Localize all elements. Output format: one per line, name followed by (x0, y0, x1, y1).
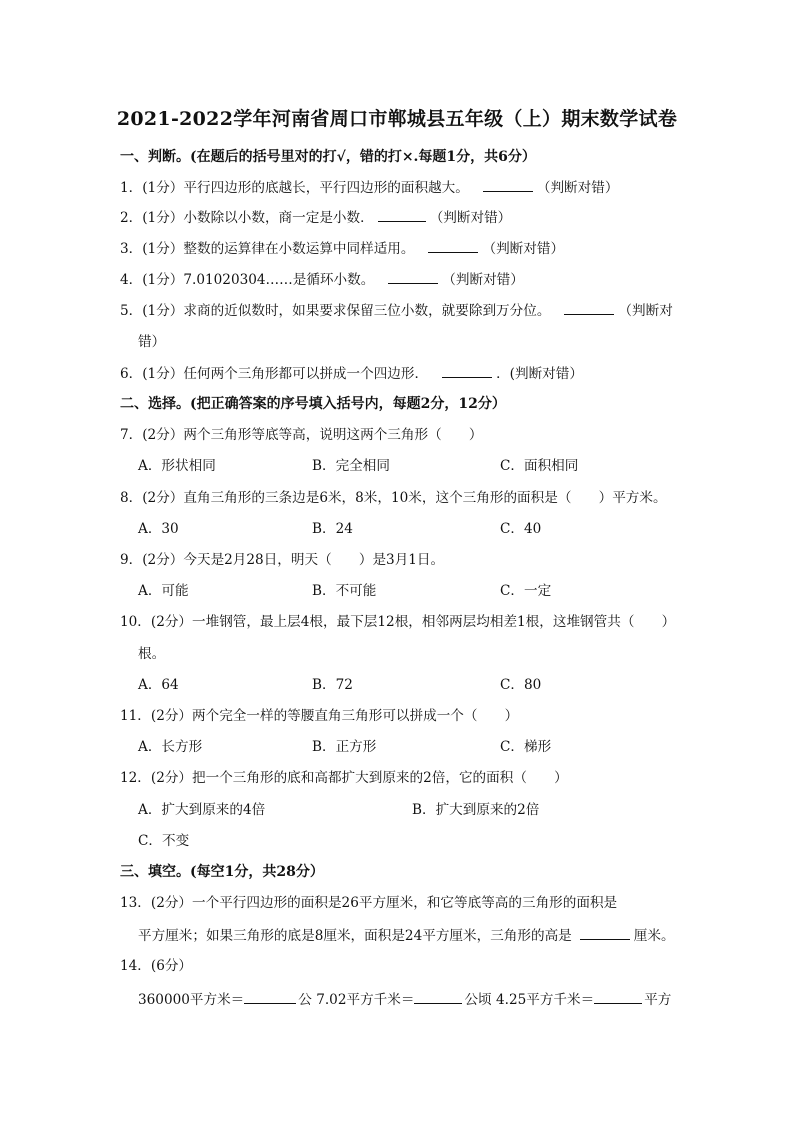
option-c[interactable]: C．80 (500, 677, 542, 693)
question-10: 10．(2分）一堆钢管，最上层4根，最下层12根，相邻两层均相差1根，这堆钢管共（ ） (120, 614, 676, 630)
question-13-continuation (138, 926, 675, 945)
answer-blank[interactable] (244, 990, 296, 1004)
option-a[interactable]: A．30 (138, 521, 179, 537)
answer-blank[interactable] (580, 926, 630, 940)
question-8: 8．(2分）直角三角形的三条边是6米，8米，10米，这个三角形的面积是（ ）平方米。 (120, 490, 667, 506)
question-10-continuation: 根。 (138, 646, 166, 662)
option-c[interactable]: C．面积相同 (500, 458, 579, 474)
question-13 (120, 894, 617, 912)
question-text: 2．(1分）小数除以小数，商一定是小数． (120, 210, 374, 226)
option-b[interactable]: B．不可能 (312, 583, 377, 599)
option-c[interactable]: C．一定 (500, 583, 552, 599)
option-a[interactable]: A．64 (138, 677, 179, 693)
question-text: 5．(1分）求商的近似数时，如果要求保留三位小数，就要除到万分位。 (120, 303, 551, 319)
question-suffix: （判断对错） (442, 272, 524, 288)
question-7: 7．(2分）两个三角形等底等高，说明这两个三角形（ ） (120, 427, 483, 443)
conversion-unit: 平方 (644, 992, 672, 1008)
question-suffix: （判断对错） (482, 241, 565, 257)
question-suffix: （判断对错） (536, 180, 619, 196)
answer-blank[interactable] (483, 178, 533, 192)
question-3 (120, 239, 564, 258)
question-5 (120, 301, 673, 320)
option-c[interactable]: C．梯形 (500, 739, 552, 755)
option-a[interactable]: A．长方形 (138, 739, 203, 755)
answer-blank[interactable] (388, 270, 438, 284)
question-suffix: （判断对 (618, 303, 673, 319)
section-heading-fill-in: 三、填空。(每空1分，共28分） (120, 864, 324, 880)
conversion-text: 7.02平方千米＝ (316, 992, 415, 1008)
question-suffix: 厘米。 (633, 928, 675, 944)
question-6 (120, 364, 583, 383)
question-suffix: ．(判断对错） (496, 366, 583, 382)
question-text: 6．(1分）任何两个三角形都可以拼成一个四边形． (120, 366, 429, 382)
option-a[interactable]: A．可能 (138, 583, 189, 599)
option-b[interactable]: B．72 (312, 677, 353, 693)
question-5-continuation: 错） (138, 334, 166, 350)
conversion-text: 4.25平方千米＝ (495, 992, 595, 1008)
section-heading-choice: 二、选择。(把正确答案的序号填入括号内，每题2分，12分） (120, 396, 506, 412)
option-a[interactable]: A．形状相同 (138, 458, 216, 474)
question-2 (120, 208, 511, 227)
question-4 (120, 270, 524, 289)
conversion-unit: 公 (298, 992, 312, 1008)
question-text: 3．(1分）整数的运算律在小数运算中同样适用。 (120, 241, 415, 257)
option-b[interactable]: B．扩大到原来的2倍 (412, 802, 540, 818)
question-11: 11．(2分）两个完全一样的等腰直角三角形可以拼成一个（ ） (120, 708, 519, 724)
option-c[interactable]: C．不变 (138, 833, 190, 849)
question-text: 4．(1分）7.01020304……是循环小数。 (120, 272, 375, 288)
option-c[interactable]: C．40 (500, 521, 542, 537)
section-heading-judgment: 一、判断。(在题后的括号里对的打√，错的打×.每题1分，共6分） (120, 149, 536, 165)
answer-blank[interactable] (414, 990, 462, 1004)
question-14: 14．(6分） (120, 958, 193, 974)
answer-blank[interactable] (594, 990, 642, 1004)
question-14-conversions (138, 990, 671, 1009)
option-b[interactable]: B．正方形 (312, 739, 377, 755)
question-text: 平方厘米；如果三角形的底是8厘米，面积是24平方厘米，三角形的高是 (138, 928, 572, 944)
question-1 (120, 178, 618, 197)
question-12: 12．(2分）把一个三角形的底和高都扩大到原来的2倍，它的面积（ ） (120, 770, 568, 786)
answer-blank[interactable] (378, 208, 426, 222)
answer-blank[interactable] (428, 239, 478, 253)
answer-blank[interactable] (564, 301, 614, 315)
answer-blank[interactable] (442, 364, 492, 378)
question-text: 13．(2分）一个平行四边形的面积是26平方厘米，和它等底等高的三角形的面积是 (120, 895, 618, 911)
question-9: 9．(2分）今天是2月28日，明天（ ）是3月1日。 (120, 552, 445, 568)
question-suffix: （判断对错） (429, 210, 512, 226)
page-title: 2021-2022学年河南省周口市郸城县五年级（上）期末数学试卷 (116, 108, 678, 130)
question-text: 1．(1分）平行四边形的底越长，平行四边形的面积越大。 (120, 180, 469, 196)
option-a[interactable]: A．扩大到原来的4倍 (138, 802, 266, 818)
option-b[interactable]: B．24 (312, 521, 353, 537)
conversion-unit: 公顷 (464, 992, 492, 1008)
option-b[interactable]: B．完全相同 (312, 458, 390, 474)
conversion-text: 360000平方米＝ (138, 992, 245, 1008)
